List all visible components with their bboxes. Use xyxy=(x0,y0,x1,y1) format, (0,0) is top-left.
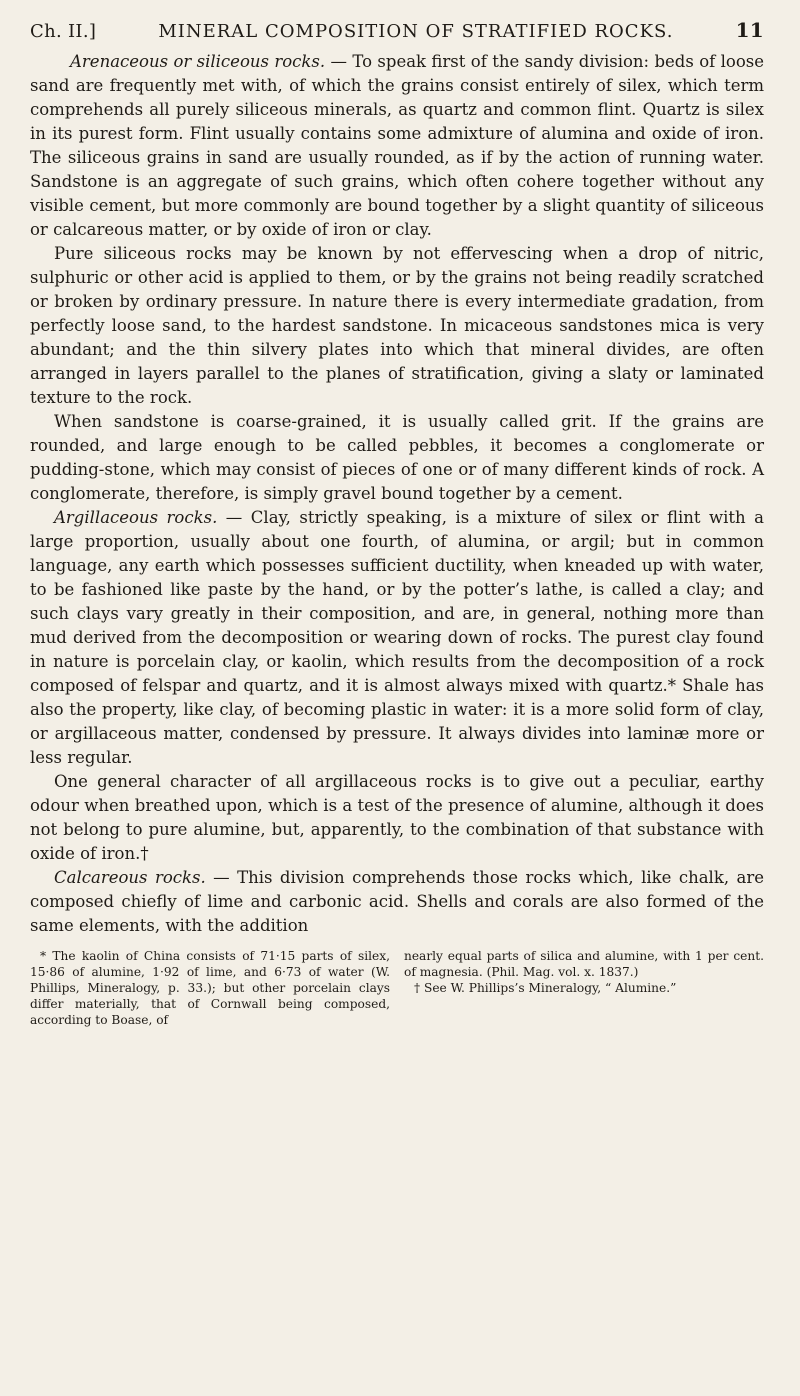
running-title: MINERAL COMPOSITION OF STRATIFIED ROCKS. xyxy=(158,21,674,42)
page-number: 11 xyxy=(735,18,764,42)
paragraph-text: Pure siliceous rocks may be known by not effervescing when a drop of nitric, sulphuric or other acid is applied to them, or by the grains not being readily scratched or broken by ordinary pressure. In nature there is every intermediate gradation, from perfectly loose sand, to the hardest sandstone. In micaceous sandstones mica is very abundant; and the thin silvery plates into which that mineral divides, are often arranged in layers parallel to the planes of stratification, giving a slaty or laminated texture to the rock. xyxy=(30,244,764,407)
footnote-column-right xyxy=(404,948,764,1028)
footnote-column-left xyxy=(30,948,390,1028)
paragraph-text: — This division comprehends those rocks which, like chalk, are composed chiefly of lime and carbonic acid. Shells and corals are also formed of the same elements, with the addition xyxy=(30,868,764,935)
paragraph-argillaceous xyxy=(30,506,764,770)
paragraph-lead: Argillaceous rocks. xyxy=(54,508,218,527)
chapter-label: Ch. II.] xyxy=(30,21,97,42)
footnote-kaolin-continued: nearly equal parts of silica and alumine, with 1 per cent. of magnesia. (Phil. Mag. vol. x. 1837.) xyxy=(404,949,764,979)
paragraph-lead: Arenaceous or siliceous rocks. xyxy=(70,52,326,71)
paragraph-text: — Clay, strictly speaking, is a mixture of silex or flint with a large proportion, usually about one fourth, of alumina, or argil; but in common language, any earth which possesses sufficient ductility, when kneaded up with water, to be fashioned like paste by the hand, or by the potter’s lathe, is called a clay; and such clays vary greatly in their composition, and are, in general, nothing more than mud derived from the decomposition or wearing down of rocks. The purest clay found in nature is porcelain clay, or kaolin, which results from the decomposition of a rock composed of felspar and quartz, and it is almost always mixed with quartz.* Shale has also the property, like clay, of becoming plastic in water: it is a more solid form of clay, or argillaceous matter, condensed by pressure. It always divides into laminæ more or less regular. xyxy=(30,508,764,767)
paragraph-calcareous xyxy=(30,866,764,938)
body-text xyxy=(30,50,764,938)
footnotes xyxy=(30,948,764,1028)
paragraph-text: — To speak first of the sandy division: beds of loose sand are frequently met with, of which the grains consist entirely of silex, which term comprehends all purely siliceous minerals, as quartz and common flint. Quartz is silex in its purest form. Flint usually contains some admixture of alumina and oxide of iron. The siliceous grains in sand are usually rounded, as if by the action of running water. Sandstone is an aggregate of such grains, which often cohere together without any visible cement, but more commonly are bound together by a slight quantity of siliceous or calcareous matter, or by oxide of iron or clay. xyxy=(30,52,764,239)
paragraph-text: One general character of all argillaceous rocks is to give out a peculiar, earthy odour when breathed upon, which is a test of the presence of alumine, although it does not belong to pure alumine, but, apparently, to the combination of that substance with oxide of iron.† xyxy=(30,772,764,863)
footnote-alumine: † See W. Phillips’s Mineralogy, “ Alumine.” xyxy=(414,981,677,995)
paragraph-arenaceous xyxy=(30,50,764,242)
paragraph-text: When sandstone is coarse-grained, it is usually called grit. If the grains are rounded, and large enough to be called pebbles, it becomes a conglomerate or pudding-stone, which may consist of pieces of one or of many different kinds of rock. A conglomerate, therefore, is simply gravel bound together by a cement. xyxy=(30,412,764,503)
paragraph-siliceous-test xyxy=(30,242,764,410)
paragraph-odour xyxy=(30,770,764,866)
footnote-kaolin: * The kaolin of China consists of 71·15 parts of silex, 15·86 of alumine, 1·92 of lime, and 6·73 of water (W. Phillips, Mineralogy, p. 33.); but other porcelain clays differ materially, that of Cornwall being composed, according to Boase, of xyxy=(30,949,390,1027)
paragraph-lead: Calcareous rocks. xyxy=(54,868,206,887)
paragraph-grit xyxy=(30,410,764,506)
running-header xyxy=(30,18,764,42)
